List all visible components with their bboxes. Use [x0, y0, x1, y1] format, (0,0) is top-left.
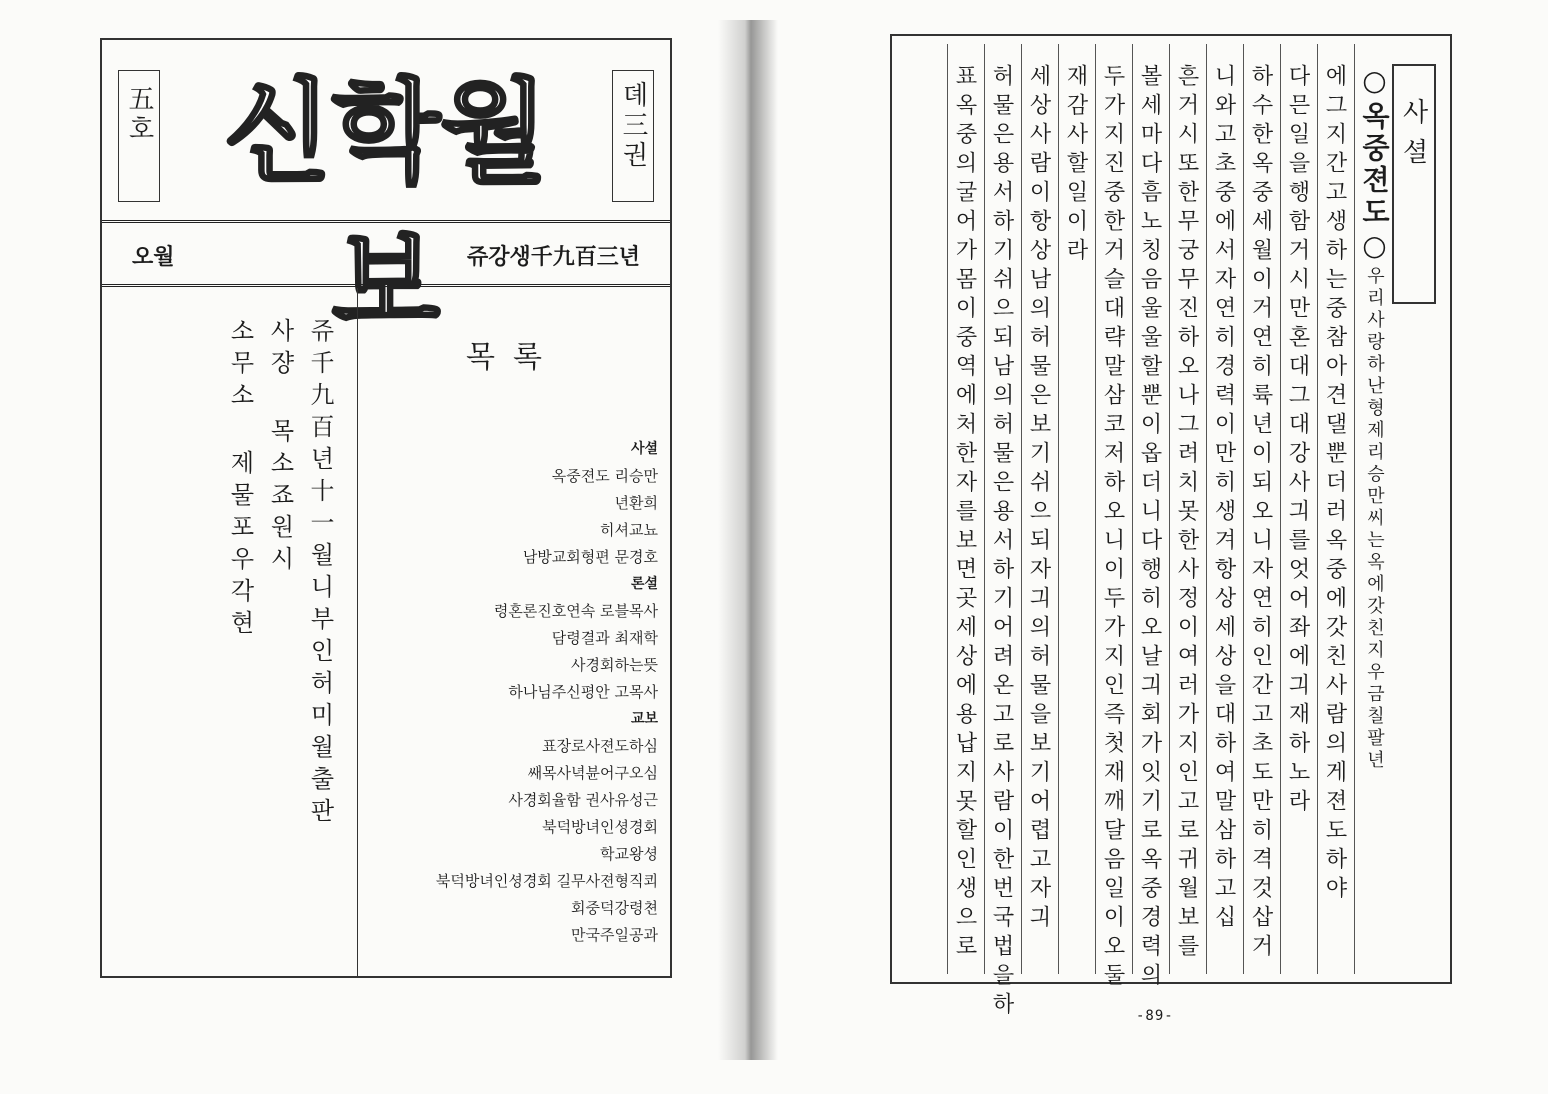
text-column: 에그지간고생하는중참아견댈뿐더러옥중에갓친사람의게젼도하야 — [1322, 64, 1347, 905]
column-rule — [984, 44, 985, 974]
column-rule — [1132, 44, 1133, 974]
text-column: 두가지진중한거슬대략말삼코저하오니이두가지인즉첫재깨달음일이오둘 — [1100, 64, 1125, 992]
table-of-contents — [358, 288, 670, 976]
text-column: 재감사할일이라 — [1063, 64, 1088, 267]
column-rule — [1058, 44, 1059, 974]
cover-page — [100, 38, 672, 978]
toc-entry: 령혼론진호연속 로블목사 — [493, 602, 658, 620]
toc-section-heading: 사셜 — [630, 441, 658, 457]
toc-entry: 북덕방녀인셩경회 — [542, 818, 658, 836]
colophon — [102, 288, 358, 976]
text-column: 허물은용서하기쉬으되남의허물은용서하기어려온고로사람이한번국법을하 — [989, 64, 1014, 1021]
text-column: 다믄일을행함거시만혼대그대강사긔를엇어좌에긔재하노라 — [1285, 64, 1310, 818]
office-line: 소무소 제물포우각현 — [226, 318, 254, 642]
column-rule — [1317, 44, 1318, 974]
column-rule — [1243, 44, 1244, 974]
text-column: 세상사람이항상남의허물은보기쉬으되자긔의허물을보기어렵고자긔 — [1026, 64, 1051, 934]
text-column: 하수한옥중세월이거연히륙년이되오니자연히인간고초도만히격것삽거 — [1248, 64, 1273, 963]
text-column: 흔거시또한무궁무진하오나그려치못한사정이여러가지인고로귀월보를 — [1174, 64, 1199, 963]
text-column: 니와고초중에서자연히경력이만히생겨항상세상을대하여말삼하고십 — [1211, 64, 1236, 934]
issue-number: 五호 — [124, 85, 154, 145]
headline-subtext: 우리사랑하난형제리승만씨는옥에갓친지우금칠팔년 — [1364, 266, 1385, 772]
toc-section-heading: 론셜 — [630, 576, 658, 592]
toc-entry: 히셔교뇨 — [600, 521, 658, 539]
toc-entry: 쌔목사녁뷴어구오심 — [527, 764, 658, 782]
toc-entry: 사경회율함 권사유성근 — [508, 791, 658, 809]
volume-number: 뎨三권 — [618, 81, 648, 171]
toc-title: 목록 — [466, 340, 560, 375]
toc-entry: 년환희 — [614, 494, 658, 512]
column-rule — [947, 44, 948, 974]
toc-section-heading: 교보 — [630, 711, 658, 727]
column-rule — [1169, 44, 1170, 974]
column-rule — [1021, 44, 1022, 974]
column-rule — [1095, 44, 1096, 974]
book-gutter — [718, 20, 778, 1060]
toc-entry: 학교왕셩 — [600, 845, 658, 863]
article-headline: ○옥중젼도○ — [1358, 64, 1391, 266]
section-label-box — [1392, 64, 1436, 304]
date-row — [102, 224, 670, 287]
toc-entry: 사경회하는뜻 — [571, 656, 658, 674]
section-label: 사셜 — [1398, 98, 1428, 178]
editor-line: 사쟝 목소죠원시 — [266, 318, 294, 578]
toc-entry: 만국주일공과 — [571, 926, 658, 944]
issue-year: 쥬강생千九百三년 — [466, 244, 640, 270]
publication-date-line: 쥬千九百년十一월니부인허미월출판 — [306, 318, 334, 830]
column-rule — [1280, 44, 1281, 974]
column-rule — [1206, 44, 1207, 974]
toc-entry: 표장로사젼도하심 — [542, 737, 658, 755]
column-rule — [1354, 44, 1355, 974]
headline-column — [1358, 64, 1391, 772]
toc-entry: 회중덕강령쳔 — [571, 899, 658, 917]
toc-entry: 하나님주신평안 고목사 — [508, 683, 658, 701]
issue-number-box — [118, 70, 160, 202]
text-column: 볼세마다흠노칭음울울할뿐이옵더니다행히오날긔회가잇기로옥중경력의 — [1137, 64, 1162, 992]
toc-entry: 담령결과 최재학 — [551, 629, 658, 647]
volume-box — [612, 70, 654, 202]
toc-entry: 북덕방녀인셩경회 길무사젼형직쾨 — [435, 872, 658, 890]
toc-entry: 옥중젼도 리승만 — [551, 467, 658, 485]
page-number: -89- — [1136, 1008, 1174, 1024]
magazine-title: 신학월보 — [223, 68, 549, 348]
issue-month: 오월 — [132, 244, 175, 270]
toc-entry: 남방교회형편 문경호 — [522, 548, 658, 566]
text-column: 표옥중의굴어가몸이중역에처한자를보면곳세상에용납지못할인생으로 — [952, 64, 977, 963]
